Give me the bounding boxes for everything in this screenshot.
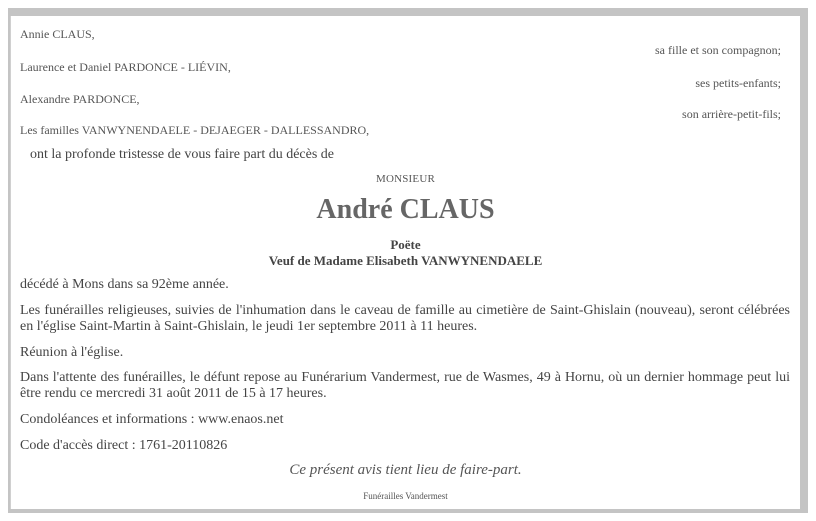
- family-name-3: Alexandre PARDONCE,: [20, 92, 140, 106]
- family-name-1: Annie CLAUS,: [20, 27, 95, 41]
- family-relation-2: ses petits-enfants;: [695, 76, 781, 90]
- funeral-paragraph: Les funérailles religieuses, suivies de l'inhumation dans le caveau de famille au cimetière de Saint-Ghislain (nouveau), seront célébrées en l'église Saint-Martin à Saint-Ghislain, le jeudi 1er septembre 2011 à 11 heures.: [20, 303, 790, 334]
- widower-line: Veuf de Madame Elisabeth VANWYNENDAELE: [268, 253, 543, 268]
- condolences-paragraph: Condoléances et informations : www.enaos.net: [20, 412, 284, 427]
- family-relation-1: sa fille et son compagnon;: [655, 43, 781, 57]
- deceased-name: André CLAUS: [316, 194, 495, 225]
- announcement-intro: ont la profonde tristesse de vous faire part du décès de: [30, 147, 335, 162]
- access-code-paragraph: Code d'accès direct : 1761-20110826: [20, 438, 228, 453]
- obituary-notice: [10, 16, 800, 509]
- honorific: MONSIEUR: [375, 173, 436, 185]
- closing-notice: Ce présent avis tient lieu de faire-part.: [289, 462, 522, 478]
- family-name-2: Laurence et Daniel PARDONCE - LIÉVIN,: [20, 60, 231, 74]
- occupation: Poëte: [390, 237, 421, 252]
- family-relation-3: son arrière-petit-fils;: [682, 107, 781, 121]
- reunion-paragraph: Réunion à l'église.: [20, 345, 124, 360]
- family-name-4: Les familles VANWYNENDAELE - DEJAEGER - DALLESSANDRO,: [20, 123, 370, 137]
- visitation-paragraph: Dans l'attente des funérailles, le défunt repose au Funérarium Vandermest, rue de Wasmes, 49 à Hornu, où un dernier hommage peut lui être rendu ce mercredi 31 août 2011 de 15 à 17 heures.: [20, 370, 790, 401]
- death-paragraph: décédé à Mons dans sa 92ème année.: [20, 277, 229, 292]
- funeral-home-signature: Funérailles Vandermest: [363, 491, 448, 501]
